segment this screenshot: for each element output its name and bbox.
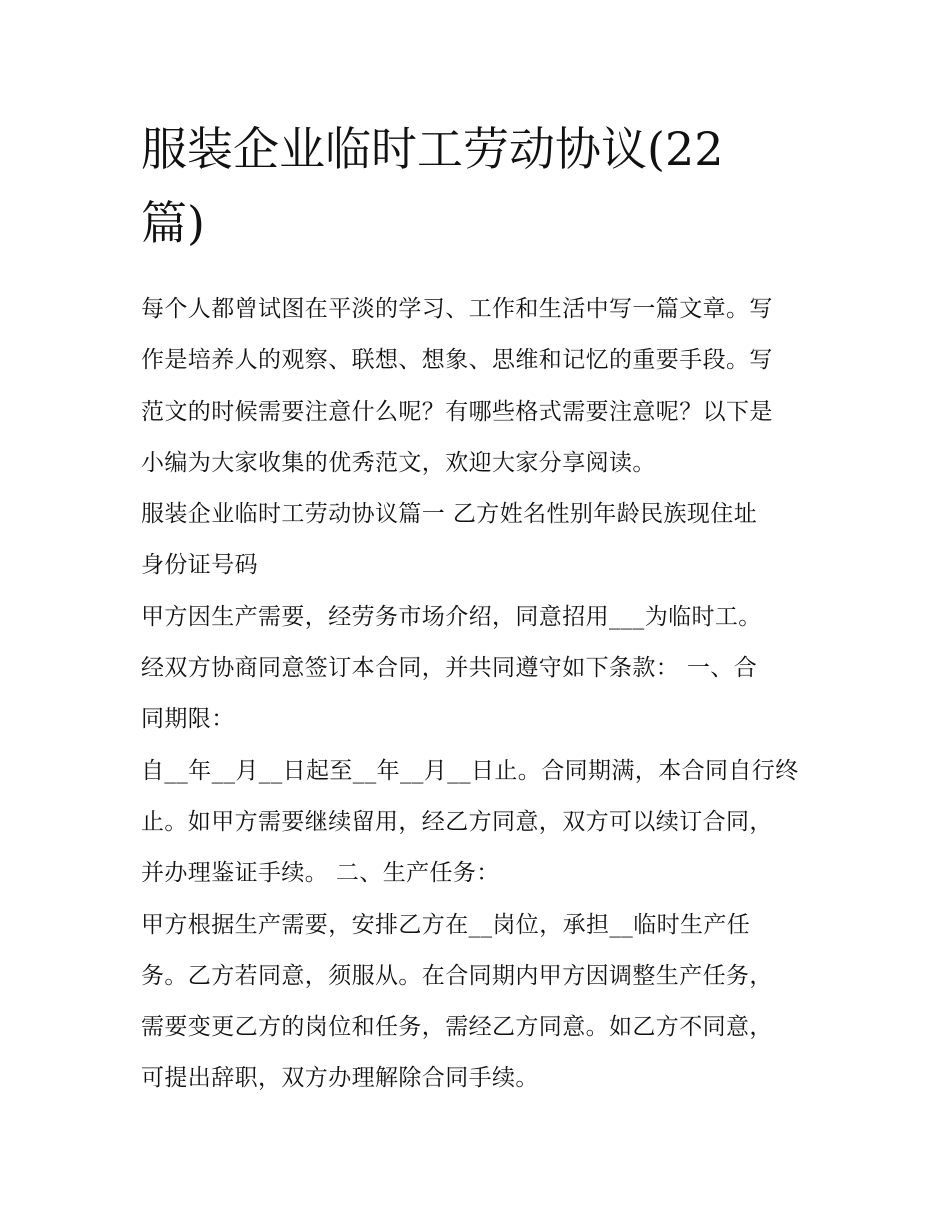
paragraph-line: 自__年__月__日起至__年__月__日止。合同期满，本合同自行终 [141,757,799,784]
contract-term-paragraph [141,746,813,900]
paragraph-line: 可提出辞职，双方办理解除合同手续。 [141,1065,539,1092]
paragraph-line: 甲方根据生产需要，安排乙方在__岗位，承担__临时生产任 [141,911,751,938]
paragraph-line: 经双方协商同意签订本合同，并共同遵守如下条款： 一、合 [141,655,758,682]
party-info-paragraph [141,489,813,592]
paragraph-line: 小编为大家收集的优秀范文，欢迎大家分享阅读。 [141,449,656,476]
paragraph-line: 甲方因生产需要，经劳务市场介绍，同意招用___为临时工。 [141,603,762,630]
paragraph-line: 务。乙方若同意，须服从。在合同期内甲方因调整生产任务， [141,962,773,989]
document-page [141,112,813,1105]
production-task-paragraph [141,900,813,1105]
paragraph-line: 每个人都曾试图在平淡的学习、工作和生活中写一篇文章。写 [141,296,773,322]
paragraph-line: 需要变更乙方的岗位和任务，需经乙方同意。如乙方不同意， [141,1014,773,1041]
intro-paragraph [141,284,813,489]
paragraph-line: 并办理鉴证手续。 二、生产任务： [141,860,500,887]
title-line-1: 服装企业临时工劳动协议(22 [141,122,724,176]
title-line-2: 篇) [141,196,205,250]
paragraph-line: 作是培养人的观察、联想、想象、思维和记忆的重要手段。写 [141,347,773,374]
paragraph-line: 范文的时候需要注意什么呢？有哪些格式需要注意呢？以下是 [141,398,773,425]
hiring-paragraph [141,592,813,746]
document-title [141,112,813,260]
paragraph-line: 服装企业临时工劳动协议篇一 乙方姓名性别年龄民族现住址 [141,501,758,528]
paragraph-line: 同期限： [141,706,235,733]
paragraph-line: 身份证号码 [141,552,258,579]
paragraph-line: 止。如甲方需要继续留用，经乙方同意，双方可以续订合同， [141,808,773,835]
